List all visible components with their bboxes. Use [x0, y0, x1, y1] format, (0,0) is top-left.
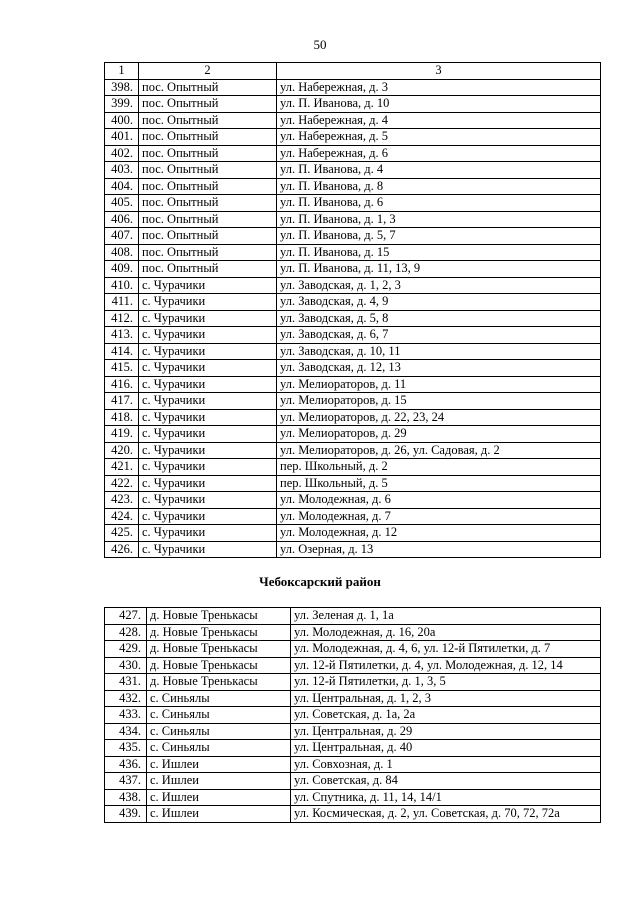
row-number-cell: 413. [105, 327, 139, 344]
address-cell: ул. Молодежная, д. 16, 20а [291, 624, 601, 641]
address-cell: ул. Озерная, д. 13 [277, 541, 601, 558]
settlement-cell: с. Чурачики [139, 343, 277, 360]
column-header: 1 [105, 63, 139, 80]
row-number-cell: 417. [105, 393, 139, 410]
table-row [105, 459, 601, 476]
table-row [105, 624, 601, 641]
table-row [105, 294, 601, 311]
row-number-cell: 415. [105, 360, 139, 377]
address-cell: ул. 12-й Пятилетки, д. 4, ул. Молодежная, д. 12, 14 [291, 657, 601, 674]
section-heading: Чебоксарский район [259, 574, 381, 589]
settlement-cell: пос. Опытный [139, 228, 277, 245]
settlement-cell: с. Ишлеи [147, 773, 291, 790]
address-cell: ул. Мелиораторов, д. 26, ул. Садовая, д. 2 [277, 442, 601, 459]
table-row [105, 327, 601, 344]
row-number-cell: 436. [105, 756, 147, 773]
table-row [105, 79, 601, 96]
address-cell: ул. Совхозная, д. 1 [291, 756, 601, 773]
settlement-cell: д. Новые Тренькасы [147, 624, 291, 641]
row-number-cell: 428. [105, 624, 147, 641]
settlement-cell: д. Новые Тренькасы [147, 641, 291, 658]
row-number-cell: 426. [105, 541, 139, 558]
row-number-cell: 411. [105, 294, 139, 311]
address-cell: ул. Заводская, д. 1, 2, 3 [277, 277, 601, 294]
address-cell: ул. Набережная, д. 5 [277, 129, 601, 146]
address-cell: пер. Школьный, д. 5 [277, 475, 601, 492]
settlement-cell: с. Ишлеи [147, 756, 291, 773]
addresses-table-top [104, 62, 601, 558]
row-number-cell: 433. [105, 707, 147, 724]
table-row [105, 162, 601, 179]
row-number-cell: 424. [105, 508, 139, 525]
table-row [105, 475, 601, 492]
table-row [105, 541, 601, 558]
settlement-cell: с. Синьялы [147, 690, 291, 707]
settlement-cell: с. Чурачики [139, 475, 277, 492]
table-row [105, 442, 601, 459]
table-row [105, 608, 601, 625]
row-number-cell: 398. [105, 79, 139, 96]
address-cell: ул. Молодежная, д. 4, 6, ул. 12-й Пятилетки, д. 7 [291, 641, 601, 658]
address-cell: ул. Заводская, д. 12, 13 [277, 360, 601, 377]
table-row [105, 343, 601, 360]
table-row [105, 641, 601, 658]
addresses-table-bottom [104, 607, 601, 823]
row-number-cell: 402. [105, 145, 139, 162]
address-cell: ул. Мелиораторов, д. 11 [277, 376, 601, 393]
address-cell: ул. Центральная, д. 40 [291, 740, 601, 757]
address-cell: ул. П. Иванова, д. 1, 3 [277, 211, 601, 228]
row-number-cell: 406. [105, 211, 139, 228]
row-number-cell: 412. [105, 310, 139, 327]
settlement-cell: пос. Опытный [139, 178, 277, 195]
address-cell: пер. Школьный, д. 2 [277, 459, 601, 476]
table-row [105, 310, 601, 327]
settlement-cell: д. Новые Тренькасы [147, 657, 291, 674]
address-cell: ул. Центральная, д. 29 [291, 723, 601, 740]
table-header-row [105, 63, 601, 80]
address-cell: ул. Мелиораторов, д. 15 [277, 393, 601, 410]
table-row [105, 178, 601, 195]
settlement-cell: пос. Опытный [139, 112, 277, 129]
table-row [105, 96, 601, 113]
column-header: 2 [139, 63, 277, 80]
settlement-cell: с. Чурачики [139, 310, 277, 327]
settlement-cell: с. Чурачики [139, 393, 277, 410]
address-cell: ул. П. Иванова, д. 10 [277, 96, 601, 113]
row-number-cell: 438. [105, 789, 147, 806]
settlement-cell: с. Чурачики [139, 426, 277, 443]
settlement-cell: с. Синьялы [147, 723, 291, 740]
row-number-cell: 418. [105, 409, 139, 426]
settlement-cell: с. Чурачики [139, 327, 277, 344]
row-number-cell: 422. [105, 475, 139, 492]
address-cell: ул. Молодежная, д. 12 [277, 525, 601, 542]
table-row [105, 525, 601, 542]
settlement-cell: пос. Опытный [139, 261, 277, 278]
row-number-cell: 429. [105, 641, 147, 658]
address-cell: ул. П. Иванова, д. 11, 13, 9 [277, 261, 601, 278]
settlement-cell: с. Чурачики [139, 541, 277, 558]
address-cell: ул. Заводская, д. 6, 7 [277, 327, 601, 344]
row-number-cell: 414. [105, 343, 139, 360]
table-row [105, 129, 601, 146]
row-number-cell: 427. [105, 608, 147, 625]
address-cell: ул. Заводская, д. 10, 11 [277, 343, 601, 360]
row-number-cell: 404. [105, 178, 139, 195]
address-cell: ул. П. Иванова, д. 4 [277, 162, 601, 179]
row-number-cell: 431. [105, 674, 147, 691]
table-row [105, 261, 601, 278]
table-row [105, 277, 601, 294]
column-header: 3 [277, 63, 601, 80]
address-cell: ул. П. Иванова, д. 8 [277, 178, 601, 195]
address-cell: ул. 12-й Пятилетки, д. 1, 3, 5 [291, 674, 601, 691]
address-cell: ул. Заводская, д. 4, 9 [277, 294, 601, 311]
table-row [105, 145, 601, 162]
settlement-cell: с. Чурачики [139, 459, 277, 476]
settlement-cell: с. Чурачики [139, 360, 277, 377]
address-cell: ул. Спутника, д. 11, 14, 14/1 [291, 789, 601, 806]
settlement-cell: с. Чурачики [139, 508, 277, 525]
address-cell: ул. Набережная, д. 6 [277, 145, 601, 162]
row-number-cell: 423. [105, 492, 139, 509]
table-row [105, 112, 601, 129]
address-cell: ул. П. Иванова, д. 5, 7 [277, 228, 601, 245]
settlement-cell: пос. Опытный [139, 145, 277, 162]
row-number-cell: 434. [105, 723, 147, 740]
row-number-cell: 435. [105, 740, 147, 757]
row-number-cell: 399. [105, 96, 139, 113]
address-cell: ул. Космическая, д. 2, ул. Советская, д. 70, 72, 72а [291, 806, 601, 823]
address-cell: ул. П. Иванова, д. 6 [277, 195, 601, 212]
row-number-cell: 419. [105, 426, 139, 443]
row-number-cell: 437. [105, 773, 147, 790]
table-row [105, 773, 601, 790]
table-row [105, 426, 601, 443]
row-number-cell: 421. [105, 459, 139, 476]
address-cell: ул. Набережная, д. 3 [277, 79, 601, 96]
table-row [105, 393, 601, 410]
table-row [105, 508, 601, 525]
settlement-cell: д. Новые Тренькасы [147, 674, 291, 691]
row-number-cell: 405. [105, 195, 139, 212]
settlement-cell: пос. Опытный [139, 96, 277, 113]
address-cell: ул. Молодежная, д. 7 [277, 508, 601, 525]
table-row [105, 409, 601, 426]
row-number-cell: 408. [105, 244, 139, 261]
table-row [105, 723, 601, 740]
settlement-cell: пос. Опытный [139, 244, 277, 261]
row-number-cell: 410. [105, 277, 139, 294]
settlement-cell: пос. Опытный [139, 79, 277, 96]
address-cell: ул. Мелиораторов, д. 29 [277, 426, 601, 443]
settlement-cell: пос. Опытный [139, 129, 277, 146]
table-row [105, 195, 601, 212]
table-row [105, 806, 601, 823]
address-cell: ул. П. Иванова, д. 15 [277, 244, 601, 261]
address-cell: ул. Набережная, д. 4 [277, 112, 601, 129]
table-row [105, 211, 601, 228]
settlement-cell: с. Чурачики [139, 294, 277, 311]
settlement-cell: с. Синьялы [147, 707, 291, 724]
address-cell: ул. Заводская, д. 5, 8 [277, 310, 601, 327]
settlement-cell: с. Синьялы [147, 740, 291, 757]
address-cell: ул. Советская, д. 84 [291, 773, 601, 790]
row-number-cell: 403. [105, 162, 139, 179]
settlement-cell: с. Чурачики [139, 492, 277, 509]
settlement-cell: с. Чурачики [139, 376, 277, 393]
page-number: 50 [313, 37, 327, 52]
settlement-cell: с. Чурачики [139, 277, 277, 294]
settlement-cell: пос. Опытный [139, 195, 277, 212]
table-row [105, 360, 601, 377]
settlement-cell: с. Чурачики [139, 409, 277, 426]
row-number-cell: 432. [105, 690, 147, 707]
table-row [105, 376, 601, 393]
table-row [105, 657, 601, 674]
table-row [105, 740, 601, 757]
address-cell: ул. Молодежная, д. 6 [277, 492, 601, 509]
row-number-cell: 409. [105, 261, 139, 278]
row-number-cell: 430. [105, 657, 147, 674]
row-number-cell: 416. [105, 376, 139, 393]
row-number-cell: 420. [105, 442, 139, 459]
table-row [105, 756, 601, 773]
table-row [105, 492, 601, 509]
settlement-cell: пос. Опытный [139, 162, 277, 179]
address-cell: ул. Советская, д. 1а, 2а [291, 707, 601, 724]
settlement-cell: с. Ишлеи [147, 806, 291, 823]
settlement-cell: с. Чурачики [139, 525, 277, 542]
settlement-cell: с. Чурачики [139, 442, 277, 459]
address-cell: ул. Мелиораторов, д. 22, 23, 24 [277, 409, 601, 426]
address-cell: ул. Зеленая д. 1, 1а [291, 608, 601, 625]
row-number-cell: 425. [105, 525, 139, 542]
row-number-cell: 400. [105, 112, 139, 129]
table-row [105, 707, 601, 724]
table-row [105, 228, 601, 245]
table-row [105, 674, 601, 691]
address-cell: ул. Центральная, д. 1, 2, 3 [291, 690, 601, 707]
row-number-cell: 401. [105, 129, 139, 146]
settlement-cell: пос. Опытный [139, 211, 277, 228]
table-row [105, 690, 601, 707]
settlement-cell: д. Новые Тренькасы [147, 608, 291, 625]
table-row [105, 789, 601, 806]
settlement-cell: с. Ишлеи [147, 789, 291, 806]
row-number-cell: 407. [105, 228, 139, 245]
row-number-cell: 439. [105, 806, 147, 823]
table-row [105, 244, 601, 261]
